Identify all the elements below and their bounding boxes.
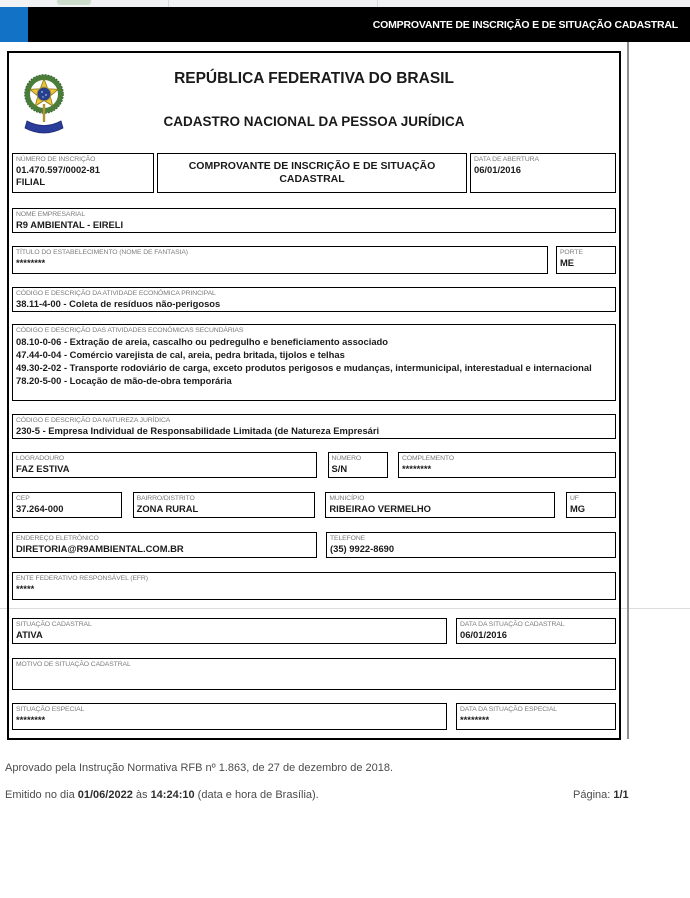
field-complemento xyxy=(398,452,616,478)
field-data-abertura xyxy=(470,153,616,193)
footer-approval-text: Aprovado pela Instrução Normativa RFB nº 1.863, de 27 de dezembro de 2018. xyxy=(5,762,394,774)
field-value: ATIVA xyxy=(16,629,43,640)
field-value: 38.11-4-00 - Coleta de resíduos não-perigosos xyxy=(16,298,221,309)
field-label: UF xyxy=(569,495,579,502)
field-label: TELEFONE xyxy=(330,535,366,542)
browser-tab-divider xyxy=(377,0,378,7)
field-value: ******** xyxy=(402,463,432,474)
field-atividades-secundarias xyxy=(12,324,616,401)
field-endereco-eletronico xyxy=(12,532,317,558)
field-label: CÓDIGO E DESCRIÇÃO DA NATUREZA JURÍDICA xyxy=(16,417,171,424)
field-label: LOGRADOURO xyxy=(16,455,65,462)
activity-line: 08.10-0-06 - Extração de areia, cascalho ou pedregulho e beneficiamento associado xyxy=(16,336,389,347)
field-label: BAIRRO/DISTRITO xyxy=(136,495,195,502)
emitted-suffix: (data e hora de Brasília). xyxy=(194,789,319,801)
field-value: ******** xyxy=(16,257,46,268)
field-label: CEP xyxy=(16,495,30,502)
field-municipio xyxy=(325,492,555,518)
field-value: RIBEIRAO VERMELHO xyxy=(329,503,431,514)
activity-line: 49.30-2-02 - Transporte rodoviário de carga, exceto produtos perigosos e mudanças, intermunicipal, interestadual e internacional xyxy=(16,362,592,373)
field-nome-empresarial xyxy=(12,208,616,233)
browser-tab-divider xyxy=(168,0,169,7)
field-value: ME xyxy=(560,257,575,268)
field-data-situacao-especial xyxy=(456,703,616,730)
field-value: FAZ ESTIVA xyxy=(16,463,70,474)
footer-page-indicator xyxy=(573,789,629,801)
field-label: NÚMERO xyxy=(331,455,362,462)
blue-accent-block xyxy=(0,7,28,42)
field-value: DIRETORIA@R9AMBIENTAL.COM.BR xyxy=(16,543,184,554)
page-value: 1/1 xyxy=(613,789,629,801)
field-label: ENDEREÇO ELETRÔNICO xyxy=(16,535,99,542)
activity-line: 78.20-5-00 - Locação de mão-de-obra temporária xyxy=(16,375,232,386)
field-value: ZONA RURAL xyxy=(136,503,199,514)
title-bar-text: COMPROVANTE DE INSCRIÇÃO E DE SITUAÇÃO CADASTRAL xyxy=(372,18,678,31)
field-label: CÓDIGO E DESCRIÇÃO DA ATIVIDADE ECONÔMICA PRINCIPAL xyxy=(16,290,216,297)
field-cep xyxy=(12,492,122,518)
footer-emitted-text xyxy=(5,789,319,801)
field-value: 06/01/2016 xyxy=(474,164,521,175)
field-label: MOTIVO DE SITUAÇÃO CADASTRAL xyxy=(16,661,131,668)
field-data-situacao-cadastral xyxy=(456,618,616,644)
field-value: S/N xyxy=(331,463,348,474)
comprovante-title-box xyxy=(157,153,467,193)
field-value: ***** xyxy=(16,583,35,594)
field-label: PORTE xyxy=(560,249,583,256)
emitted-time: 14:24:10 xyxy=(150,789,195,801)
field-value: 37.264-000 xyxy=(16,503,64,514)
field-situacao-cadastral xyxy=(12,618,447,644)
browser-tab-accent xyxy=(57,0,91,5)
field-label: DATA DE ABERTURA xyxy=(474,156,539,163)
comprovante-title: COMPROVANTE DE INSCRIÇÃO E DE SITUAÇÃO CADASTRAL xyxy=(188,159,436,185)
field-value: ******** xyxy=(460,714,490,725)
field-label: CÓDIGO E DESCRIÇÃO DAS ATIVIDADES ECONÔMICAS SECUNDÁRIAS xyxy=(16,327,244,334)
field-efr xyxy=(12,572,616,600)
field-value: ******** xyxy=(16,714,46,725)
field-label: SITUAÇÃO ESPECIAL xyxy=(16,706,85,713)
field-bairro-distrito xyxy=(133,492,315,518)
header-republic-title: REPÚBLICA FEDERATIVA DO BRASIL xyxy=(174,70,454,87)
field-label: NÚMERO DE INSCRIÇÃO xyxy=(16,156,96,163)
field-atividade-principal xyxy=(12,287,616,312)
field-label: MUNICÍPIO xyxy=(329,495,365,502)
field-natureza-juridica xyxy=(12,414,616,439)
field-value: MG xyxy=(569,503,586,514)
field-motivo-situacao xyxy=(12,658,616,690)
header-cnpj-title: CADASTRO NACIONAL DA PESSOA JURÍDICA xyxy=(163,114,465,129)
emitted-prefix: Emitido no dia xyxy=(5,789,78,801)
field-value: 01.470.597/0002-81 xyxy=(16,164,100,175)
field-numero-inscricao xyxy=(12,153,154,193)
field-value-sub: FILIAL xyxy=(16,175,46,187)
field-label: TÍTULO DO ESTABELECIMENTO (NOME DE FANTASIA) xyxy=(16,249,188,256)
field-value: (35) 9922-8690 xyxy=(330,543,395,554)
field-value: 06/01/2016 xyxy=(460,629,507,640)
field-label: NOME EMPRESARIAL xyxy=(16,211,86,218)
field-value: R9 AMBIENTAL - EIRELI xyxy=(16,219,124,230)
field-telefone xyxy=(326,532,616,558)
activity-line: 47.44-0-04 - Comércio varejista de cal, areia, pedra britada, tijolos e telhas xyxy=(16,349,345,360)
field-uf xyxy=(566,492,616,518)
field-logradouro xyxy=(12,452,317,478)
field-porte xyxy=(556,246,616,274)
field-situacao-especial xyxy=(12,703,447,730)
emitted-date: 01/06/2022 xyxy=(77,789,133,801)
page-label: Página: xyxy=(573,789,614,801)
field-label: SITUAÇÃO CADASTRAL xyxy=(16,621,92,628)
browser-top-strip xyxy=(0,0,690,7)
field-label: COMPLEMENTO xyxy=(402,455,455,462)
page-right-edge xyxy=(627,42,629,739)
field-label: ENTE FEDERATIVO RESPONSÁVEL (EFR) xyxy=(16,575,148,582)
field-label: DATA DA SITUAÇÃO CADASTRAL xyxy=(460,621,565,628)
field-titulo-estabelecimento xyxy=(12,246,548,274)
emitted-conj: às xyxy=(132,789,151,801)
document-title-bar xyxy=(0,7,690,42)
certificate-body xyxy=(7,51,621,740)
field-label: DATA DA SITUAÇÃO ESPECIAL xyxy=(460,706,557,713)
field-value: 230-5 - Empresa Individual de Responsabilidade Limitada (de Natureza Empresári xyxy=(16,425,380,436)
field-numero xyxy=(328,452,388,478)
